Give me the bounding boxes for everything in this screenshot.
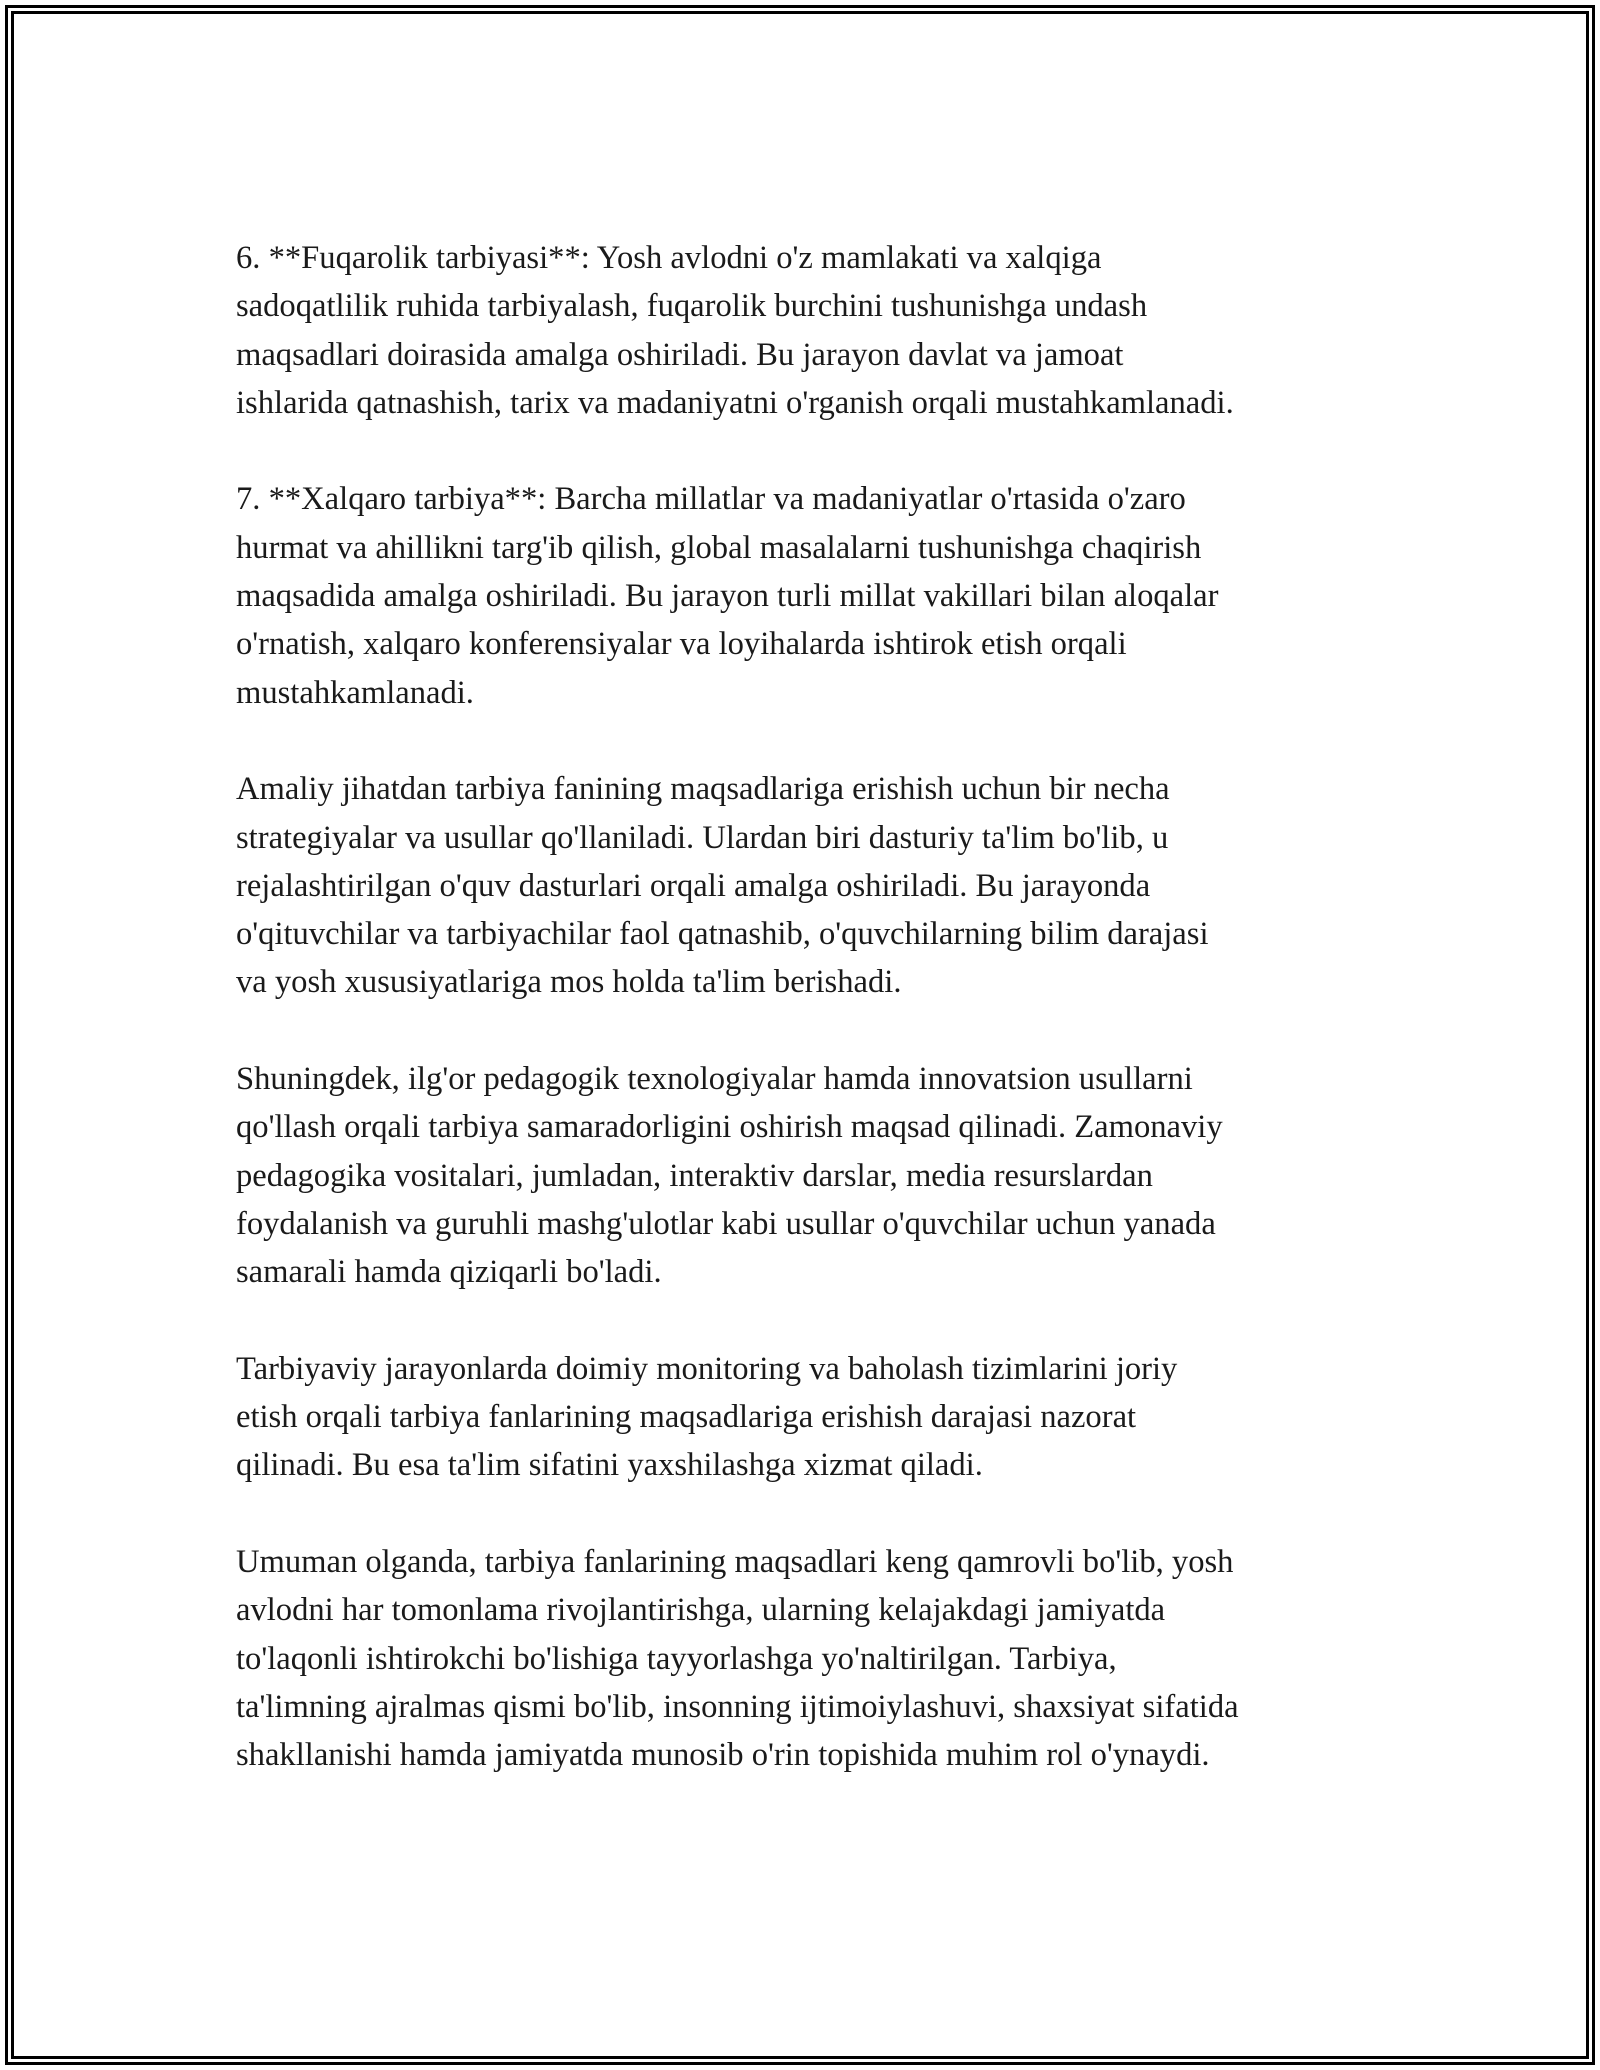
paragraph-shuningdek: Shuningdek, ilg'or pedagogik texnologiyalar hamda innovatsion usullarni qo'llash orqali tarbiya samaradorligini oshirish maqsad qilinadi. Zamonaviy pedagogika vositalari, jumladan, interaktiv darslar, media resurslardan foydalanish va guruhli mashg'ulotlar kabi usullar o'quvchilar uchun yanada samarali hamda qiziqarli bo'ladi. (236, 1061, 1223, 1291)
paragraph-xalqaro-tarbiya: 7. **Xalqaro tarbiya**: Barcha millatlar va madaniyatlar o'rtasida o'zaro hurmat va ahillikni targ'ib qilish, global masalalarni tushunishga chaqirish maqsadida amalga oshiriladi. Bu jarayon turli millat vakillari bilan aloqalar o'rnatish, xalqaro konferensiyalar va loyihalarda ishtirok etish orqali mustahkamlanadi. (236, 481, 1219, 711)
paragraph-tarbiyaviy-jarayonlarda: Tarbiyaviy jarayonlarda doimiy monitoring va baholash tizimlarini joriy etish orqali tarbiya fanlarining maqsadlariga erishish darajasi nazorat qilinadi. Bu esa ta'lim sifatini yaxshilashga xizmat qiladi. (236, 1350, 1178, 1484)
paragraph-amaliy-jihatdan: Amaliy jihatdan tarbiya fanining maqsadlariga erishish uchun bir necha strategiyalar va usullar qo'llaniladi. Ulardan biri dasturiy ta'lim bo'lib, u rejalashtirilgan o'quv dasturlari orqali amalga oshiriladi. Bu jarayonda o'qituvchilar va tarbiyachilar faol qatnashib, o'quvchilarning bilim darajasi va yosh xususiyatlariga mos holda ta'lim berishadi. (236, 771, 1209, 1001)
paragraph-fuqarolik-tarbiyasi: 6. **Fuqarolik tarbiyasi**: Yosh avlodni o'z mamlakati va xalqiga sadoqatlilik ruhida tarbiyalash, fuqarolik burchini tushunishga undash maqsadlari doirasida amalga oshiriladi. Bu jarayon davlat va jamoat ishlarida qatnashish, tarix va madaniyatni o'rganish orqali mustahkamlanadi. (236, 240, 1234, 421)
paragraph-umuman-olganda: Umuman olganda, tarbiya fanlarining maqsadlari keng qamrovli bo'lib, yosh avlodni har tomonlama rivojlantirishga, ularning kelajakdagi jamiyatda to'laqonli ishtirokchi bo'lishiga tayyorlashga yo'naltirilgan. Tarbiya, ta'limning ajralmas qismi bo'lib, insonning ijtimoiylashuvi, shaxsiyat sifatida shakllanishi hamda jamiyatda munosib o'rin topishida muhim rol o'ynaydi. (236, 1544, 1239, 1774)
document-body (236, 234, 1396, 1780)
